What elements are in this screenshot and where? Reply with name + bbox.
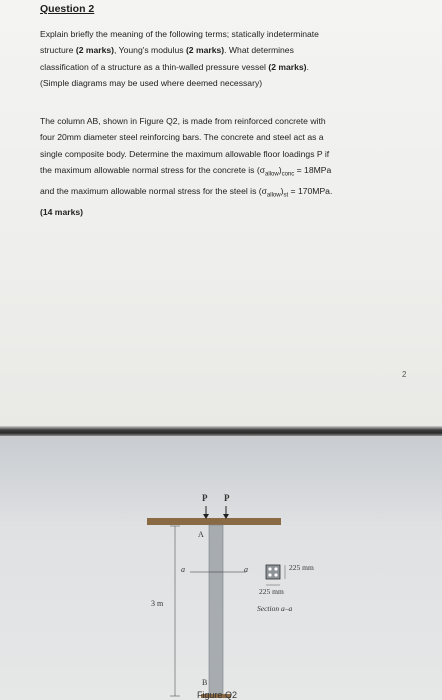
question-title: Question 2 bbox=[40, 3, 95, 15]
text-span: = 18MPa bbox=[294, 165, 332, 176]
figure-caption: Figure Q2 bbox=[197, 690, 238, 700]
dimension-vertical-label: 225 mm bbox=[289, 563, 314, 572]
text-span: ) bbox=[280, 186, 284, 197]
column-ab bbox=[209, 525, 223, 695]
rebar-dot bbox=[274, 567, 277, 570]
marks-label: (14 marks) bbox=[40, 207, 83, 218]
question-part-2 bbox=[40, 113, 415, 221]
question-part-1 bbox=[40, 26, 415, 92]
column-height-label: 3 m bbox=[151, 599, 164, 608]
marks-label: (2 marks) bbox=[268, 61, 307, 72]
text-span: . What determines bbox=[224, 45, 294, 56]
dimension-horizontal-label: 225 mm bbox=[259, 587, 284, 596]
floor-beam bbox=[147, 518, 281, 525]
section-caption: Section a–a bbox=[257, 604, 293, 613]
text-span: the maximum allowable normal stress for the concrete is (σ bbox=[40, 165, 266, 176]
section-label-right: a bbox=[244, 565, 248, 574]
subscript: conc bbox=[281, 171, 295, 178]
load-label-right: P bbox=[224, 493, 230, 503]
subscript: allow bbox=[265, 171, 279, 178]
section-label-left: a bbox=[181, 565, 185, 574]
text-line bbox=[40, 162, 415, 183]
figure-q2-drawing bbox=[0, 436, 442, 700]
section-square bbox=[266, 565, 280, 579]
point-b-label: B bbox=[202, 678, 208, 687]
text-span: ) bbox=[278, 165, 282, 176]
text-line bbox=[40, 183, 415, 204]
point-a-label: A bbox=[198, 530, 204, 539]
page-separator bbox=[0, 426, 442, 436]
marks-label: (2 marks) bbox=[185, 45, 225, 56]
text-span: = 170MPa. bbox=[288, 186, 333, 197]
load-label-left: P bbox=[202, 493, 208, 503]
text-line: (Simple diagrams may be used where deemed necessary) bbox=[40, 78, 263, 89]
text-line: four 20mm diameter steel reinforcing bars. The concrete and steel act as a bbox=[40, 132, 324, 143]
text-line bbox=[40, 59, 415, 75]
rebar-dot bbox=[274, 573, 277, 576]
text-span: , Young's modulus bbox=[114, 45, 186, 56]
rebar-dot bbox=[268, 573, 271, 576]
text-line: Explain briefly the meaning of the following terms; statically indeterminate bbox=[40, 29, 319, 39]
text-span: and the maximum allowable normal stress for the steel is (σ bbox=[40, 186, 267, 197]
rebar-dot bbox=[268, 567, 271, 570]
text-line: The column AB, shown in Figure Q2, is made from reinforced concrete with bbox=[40, 116, 326, 126]
text-span: structure bbox=[40, 45, 76, 56]
text-line: single composite body. Determine the maximum allowable floor loadings P if bbox=[40, 148, 330, 159]
page-number: 2 bbox=[402, 370, 407, 379]
subscript: allow bbox=[266, 193, 281, 200]
marks-label: (2 marks) bbox=[75, 45, 115, 56]
text-span: . bbox=[306, 61, 309, 72]
text-line bbox=[40, 42, 415, 58]
subscript: st bbox=[283, 193, 289, 200]
text-span: classification of a structure as a thin-walled pressure vessel bbox=[40, 61, 269, 72]
